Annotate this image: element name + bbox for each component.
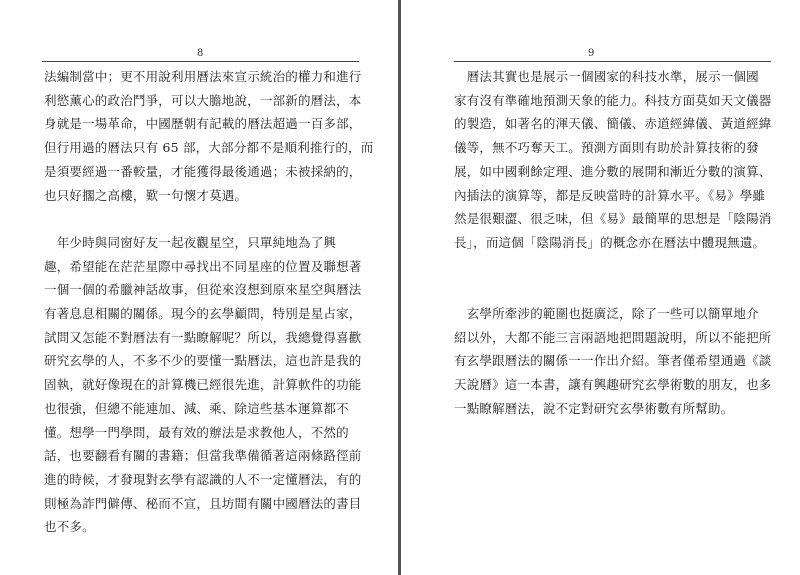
text-line: 紹以外，大都不能三言兩語地把問題說明，所以不能把所 — [454, 329, 772, 345]
text-line: 試問又怎能不對曆法有一點瞭解呢？所以，我總覺得喜歡 — [44, 329, 362, 345]
book-spine — [398, 0, 401, 575]
text-line: 則極為詐門僻傳、秘而不宣，且坊間有關中國曆法的書目 — [44, 495, 362, 511]
page-number: 9 — [588, 48, 595, 59]
text-line: 一個一個的希臘神話故事，但從來沒想到原來星空與曆法 — [44, 282, 362, 298]
text-line: 也不多。 — [44, 519, 95, 535]
text-line: 法編制當中；更不用說利用曆法來宣示統治的權力和進行 — [44, 69, 362, 84]
text-line: 天說曆》這一本書，讓有興趣研究玄學術數的朋友，也多 — [454, 377, 772, 393]
left-page — [0, 0, 398, 575]
text-line: 家有沒有準確地預測天象的能力。科技方面莫如天文儀器 — [454, 92, 772, 108]
text-line: 也只好擱之高樓，歎一句懷才莫遇。 — [44, 187, 248, 203]
text-line: 儀等，無不巧奪天工。預測方面則有助於計算技術的發 — [454, 140, 759, 156]
header-rule — [454, 61, 771, 62]
text-line: 也很強，但總不能連加、減、乘、除這些基本運算都不 — [44, 400, 349, 416]
right-page — [402, 0, 800, 575]
text-line: 有著息息相關的關係。現今的玄學顧問，特別是星占家， — [44, 306, 362, 321]
text-line: 一點瞭解曆法，說不定對研究玄學術數有所幫助。 — [454, 400, 734, 416]
text-line: 趣，希望能在茫茫星際中尋找出不同星座的位置及聯想著 — [44, 258, 362, 274]
header-rule — [42, 61, 359, 62]
text-line: 進的時候，才發現對玄學有認識的人不一定懂曆法，有的 — [44, 471, 362, 487]
text-line: 的製造，如著名的渾天儀、簡儀、赤道經緯儀、黃道經緯 — [454, 116, 772, 132]
text-line: 長」，而這個「陰陽消長」的概念亦在曆法中體現無遺。 — [454, 234, 766, 250]
text-line: 展，如中國剩餘定理、進分數的展開和漸近分數的演算、 — [454, 163, 772, 179]
text-line: 懂。想學一門學問，最有效的辦法是求教他人，不然的 — [44, 424, 349, 440]
text-line: 但行用過的曆法只有 65 部，大部分都不是順利推行的，而 — [44, 140, 374, 156]
text-line: 年少時與同窗好友一起夜觀星空，只單純地為了興 — [44, 234, 337, 250]
text-line: 然是很艱澀、很乏味，但《易》最簡單的思想是「陰陽消 — [454, 211, 772, 227]
text-line: 有玄學跟曆法的關係一一作出介紹。筆者僅希望通過《談 — [454, 353, 772, 369]
text-line: 固執，就好像現在的計算機已經很先進，計算軟件的功能 — [44, 377, 362, 393]
page-number: 8 — [197, 48, 204, 59]
text-line: 玄學所牽涉的範圍也挺廣泛，除了一些可以簡單地介 — [454, 306, 759, 321]
text-line: 是須要經過一番較量，才能獲得最後通過；未被採納的， — [44, 163, 362, 179]
text-line: 研究玄學的人，不多不少的要懂一點曆法，這也許是我的 — [44, 353, 362, 369]
text-line: 身就是一場革命，中國歷朝有記載的曆法超過一百多部， — [44, 116, 362, 132]
text-line: 內插法的演算等，都是反映當時的計算水平。《易》學雖 — [454, 187, 766, 203]
text-line: 話，也要翻看有關的書籍；但當我準備循著這兩條路徑前 — [44, 448, 362, 464]
text-line: 曆法其實也是展示一個國家的科技水準，展示一個國 — [454, 69, 759, 84]
text-line: 利慾薰心的政治鬥爭，可以大膽地說，一部新的曆法，本 — [44, 92, 362, 108]
